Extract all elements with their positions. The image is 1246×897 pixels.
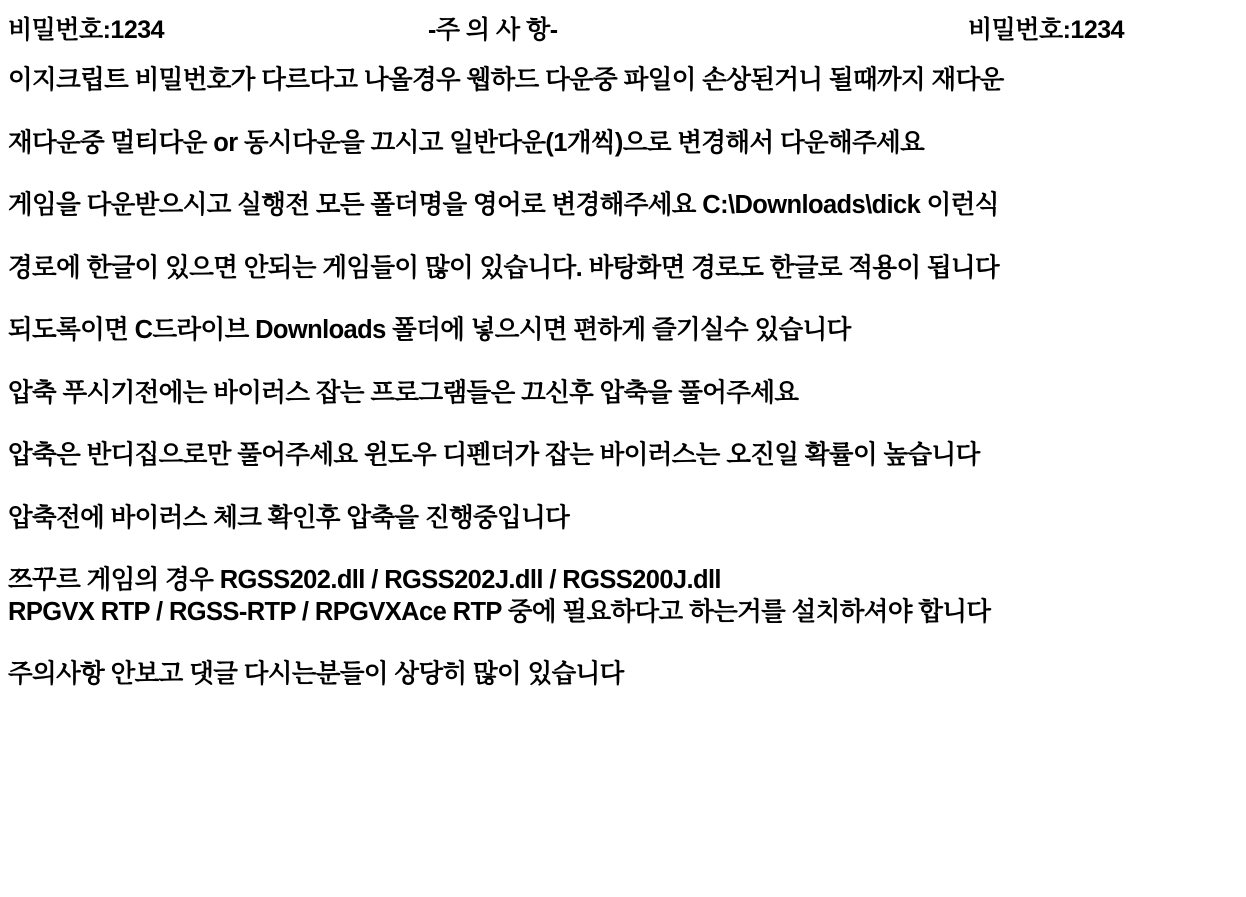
notice-line: RPGVX RTP / RGSS-RTP / RPGVXAce RTP 중에 필요하다고 하는거를 설치하셔야 합니다 <box>8 597 991 626</box>
notice-line: 압축전에 바이러스 체크 확인후 압축을 진행중입니다 <box>8 503 570 532</box>
notice-line: 재다운중 멀티다운 or 동시다운을 끄시고 일반다운(1개씩)으로 변경해서 다운해주세요 <box>8 128 925 157</box>
password-label-right: 비밀번호:1234 <box>968 16 1125 44</box>
notice-line: 쯔꾸르 게임의 경우 RGSS202.dll / RGSS202J.dll / RGSS200J.dll <box>8 566 721 594</box>
notice-line: 되도록이면 C드라이브 Downloads 폴더에 넣으시면 편하게 즐기실수 있습니다 <box>8 316 851 344</box>
notice-body <box>8 68 1238 688</box>
document-header <box>8 10 1238 58</box>
notice-line: 경로에 한글이 있으면 안되는 게임들이 많이 있습니다. 바탕화면 경로도 한글로 적용이 됩니다 <box>8 253 1000 282</box>
notice-line: 압축 푸시기전에는 바이러스 잡는 프로그램들은 끄신후 압축을 풀어주세요 <box>8 378 799 407</box>
page-title: -주 의 사 항- <box>428 16 558 44</box>
notice-line: 압축은 반디집으로만 풀어주세요 윈도우 디펜더가 잡는 바이러스는 오진일 확률이 높습니다 <box>8 441 980 469</box>
notice-line: 게임을 다운받으시고 실행전 모든 폴더명을 영어로 변경해주세요 C:\Downloads\dick 이런식 <box>8 191 999 219</box>
notice-line: 주의사항 안보고 댓글 다시는분들이 상당히 많이 있습니다 <box>8 660 624 688</box>
notice-line: 이지크립트 비밀번호가 다르다고 나올경우 웹하드 다운중 파일이 손상된거니 될때까지 재다운 <box>8 66 1004 94</box>
password-label-left: 비밀번호:1234 <box>8 16 165 44</box>
